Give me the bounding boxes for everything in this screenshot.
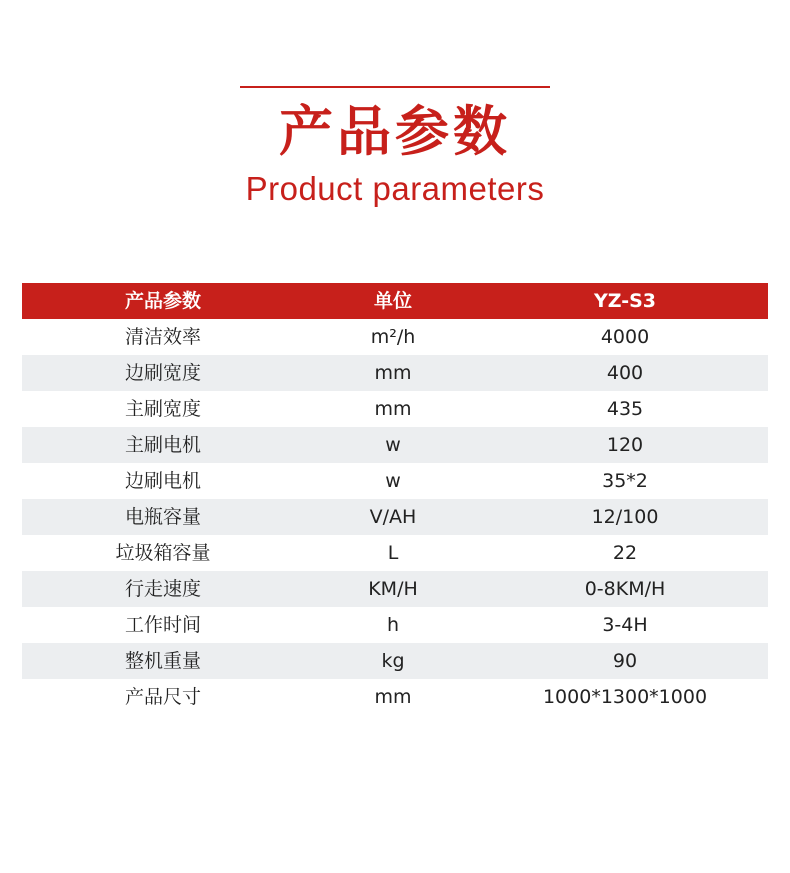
cell-unit: mm: [304, 391, 482, 427]
cell-unit: w: [304, 427, 482, 463]
page-header: [0, 0, 790, 210]
cell-parameter: 整机重量: [22, 643, 304, 679]
cell-value: 35*2: [482, 463, 768, 499]
table-row: [22, 607, 768, 643]
column-header-model: YZ-S3: [482, 283, 768, 319]
table-row: [22, 391, 768, 427]
spec-table: [22, 283, 768, 715]
table-row: [22, 499, 768, 535]
cell-unit: mm: [304, 679, 482, 715]
table-row: [22, 427, 768, 463]
cell-parameter: 产品尺寸: [22, 679, 304, 715]
spec-table-body: [22, 319, 768, 715]
cell-parameter: 清洁效率: [22, 319, 304, 355]
cell-value: 400: [482, 355, 768, 391]
cell-parameter: 垃圾箱容量: [22, 535, 304, 571]
cell-value: 120: [482, 427, 768, 463]
spec-table-head: [22, 283, 768, 319]
cell-unit: h: [304, 607, 482, 643]
cell-value: 3-4H: [482, 607, 768, 643]
page-title-cn: 产品参数: [279, 100, 511, 163]
table-row: [22, 355, 768, 391]
table-row: [22, 319, 768, 355]
cell-parameter: 电瓶容量: [22, 499, 304, 535]
cell-unit: KM/H: [304, 571, 482, 607]
cell-unit: V/AH: [304, 499, 482, 535]
cell-unit: L: [304, 535, 482, 571]
cell-value: 0-8KM/H: [482, 571, 768, 607]
table-row: [22, 535, 768, 571]
cell-unit: w: [304, 463, 482, 499]
cell-parameter: 工作时间: [22, 607, 304, 643]
table-row: [22, 643, 768, 679]
cell-value: 22: [482, 535, 768, 571]
header-divider: [240, 86, 550, 88]
cell-value: 90: [482, 643, 768, 679]
cell-unit: kg: [304, 643, 482, 679]
column-header-unit: 单位: [304, 283, 482, 319]
cell-parameter: 主刷电机: [22, 427, 304, 463]
cell-value: 12/100: [482, 499, 768, 535]
cell-parameter: 行走速度: [22, 571, 304, 607]
table-row: [22, 463, 768, 499]
cell-value: 1000*1300*1000: [482, 679, 768, 715]
page-title-en: Product parameters: [245, 170, 545, 207]
cell-value: 435: [482, 391, 768, 427]
cell-unit: m²/h: [304, 319, 482, 355]
cell-parameter: 主刷宽度: [22, 391, 304, 427]
cell-parameter: 边刷电机: [22, 463, 304, 499]
table-header-row: [22, 283, 768, 319]
table-row: [22, 571, 768, 607]
spec-table-container: [22, 283, 768, 715]
column-header-parameter: 产品参数: [22, 283, 304, 319]
cell-unit: mm: [304, 355, 482, 391]
cell-parameter: 边刷宽度: [22, 355, 304, 391]
table-row: [22, 679, 768, 715]
cell-value: 4000: [482, 319, 768, 355]
